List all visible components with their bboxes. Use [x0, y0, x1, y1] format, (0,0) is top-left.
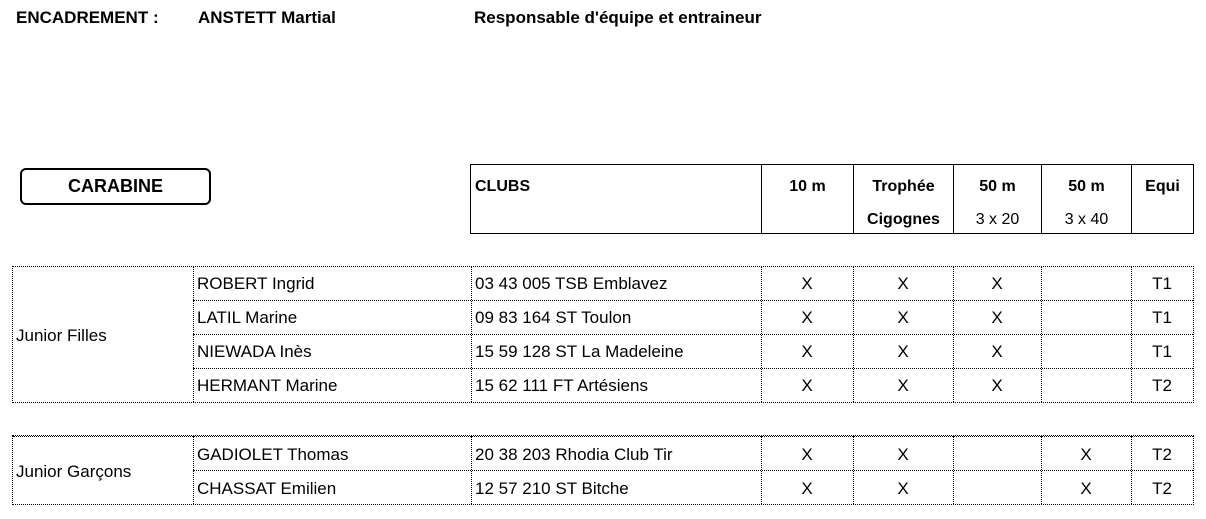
discipline-title: CARABINE — [20, 168, 211, 205]
column-header-table — [470, 164, 1194, 234]
column-clubs: CLUBS — [475, 178, 531, 195]
mark-50m-3x40 — [1041, 267, 1131, 301]
mark-10m: X — [801, 308, 813, 327]
column-50m-3x20 — [953, 165, 1041, 233]
column-10m — [761, 165, 853, 233]
category-label: Junior Filles — [16, 326, 107, 345]
column-10m-label: 10 m — [789, 178, 826, 195]
mark-10m: X — [801, 274, 813, 293]
mark-trophee: X — [897, 342, 909, 361]
mark-50m-3x20: X — [991, 308, 1003, 327]
equipe: T1 — [1152, 274, 1172, 293]
column-50m-3x40-sub: 3 x 40 — [1064, 211, 1109, 228]
mark-trophee: X — [897, 445, 909, 464]
mark-50m-3x40 — [1041, 301, 1131, 335]
column-trophee-label: Trophée — [872, 178, 935, 195]
column-equi-label: Equi — [1145, 178, 1180, 195]
mark-trophee: X — [897, 308, 909, 327]
encadrement-name: ANSTETT Martial — [198, 8, 336, 27]
column-trophee-sub: Cigognes — [867, 211, 940, 228]
mark-50m-3x20 — [953, 472, 1041, 506]
mark-50m-3x40: X — [1080, 479, 1092, 498]
column-50m-3x40 — [1041, 165, 1131, 233]
mark-trophee: X — [897, 479, 909, 498]
mark-50m-3x40 — [1041, 369, 1131, 403]
encadrement-label: ENCADREMENT : — [16, 8, 159, 27]
athlete-name: GADIOLET Thomas — [197, 445, 349, 464]
club: 12 57 210 ST Bitche — [475, 479, 629, 498]
category-label: Junior Garçons — [16, 462, 132, 481]
mark-50m-3x20: X — [991, 376, 1003, 395]
mark-10m: X — [801, 376, 813, 395]
column-50m-3x20-sub: 3 x 20 — [975, 211, 1020, 228]
mark-50m-3x40: X — [1080, 445, 1092, 464]
club: 15 62 111 FT Artésiens — [475, 376, 648, 395]
mark-10m: X — [801, 342, 813, 361]
column-50m-3x20-label: 50 m — [979, 178, 1016, 195]
mark-10m: X — [801, 479, 813, 498]
mark-trophee: X — [897, 274, 909, 293]
equipe: T2 — [1152, 376, 1172, 395]
mark-10m: X — [801, 445, 813, 464]
group-junior-filles — [12, 266, 1194, 403]
equipe: T2 — [1152, 479, 1172, 498]
equipe: T1 — [1152, 308, 1172, 327]
encadrement-role: Responsable d'équipe et entraineur — [474, 8, 762, 27]
equipe: T2 — [1152, 445, 1172, 464]
club: 20 38 203 Rhodia Club Tir — [475, 445, 673, 464]
equipe: T1 — [1152, 342, 1172, 361]
mark-50m-3x20: X — [991, 274, 1003, 293]
club: 03 43 005 TSB Emblavez — [475, 274, 668, 293]
club: 15 59 128 ST La Madeleine — [475, 342, 684, 361]
athlete-name: LATIL Marine — [197, 308, 298, 327]
athlete-name: HERMANT Marine — [197, 376, 338, 395]
mark-trophee: X — [897, 376, 909, 395]
column-equi — [1131, 165, 1193, 233]
mark-50m-3x20: X — [991, 342, 1003, 361]
group-junior-garcons — [12, 435, 1194, 505]
athlete-name: CHASSAT Emilien — [197, 479, 337, 498]
mark-50m-3x40 — [1041, 335, 1131, 369]
column-50m-3x40-label: 50 m — [1068, 178, 1105, 195]
athlete-name: ROBERT Ingrid — [197, 274, 315, 293]
column-trophee — [853, 165, 953, 233]
athlete-name: NIEWADA Inès — [197, 342, 312, 361]
mark-50m-3x20 — [953, 438, 1041, 472]
club: 09 83 164 ST Toulon — [475, 308, 632, 327]
